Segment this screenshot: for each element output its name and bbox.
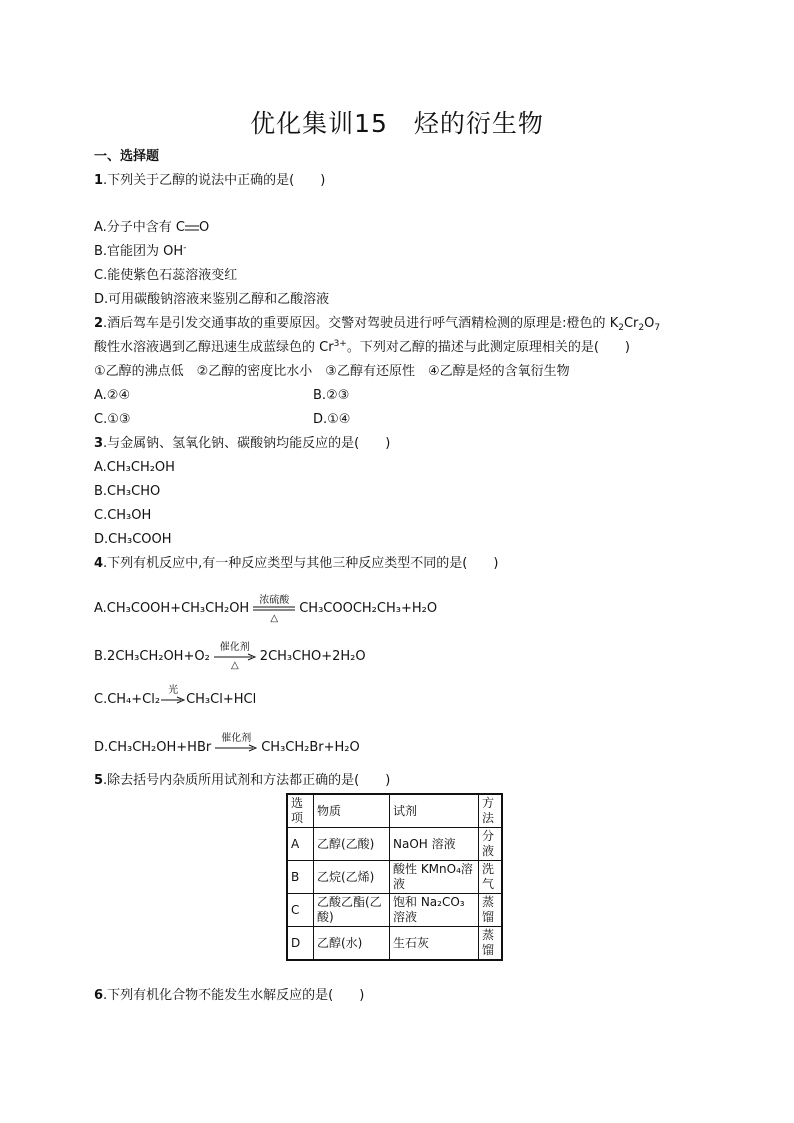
table-cell: D xyxy=(287,927,314,961)
table-cell: C xyxy=(287,894,314,927)
q2-option-d: D.①④ xyxy=(313,412,351,427)
q1-option-d: D.可用碳酸钠溶液来鉴别乙醇和乙酸溶液 xyxy=(94,292,330,307)
question-6-stem: 6.下列有机化合物不能发生水解反应的是( ) xyxy=(94,988,365,1003)
table-cell: 生石灰 xyxy=(390,927,479,961)
reaction-arrow-icon: 光 xyxy=(161,696,185,704)
q3-option-b: B.CH₃CHO xyxy=(94,484,161,499)
title-left: 优化集训15 xyxy=(250,109,388,138)
q2-options-cd xyxy=(94,411,351,429)
q3-option-a: A.CH₃CH₂OH xyxy=(94,460,175,475)
table-cell: 乙醇(乙酸) xyxy=(314,828,390,861)
q2-option-c: C.①③ xyxy=(94,412,131,427)
table-row xyxy=(287,828,502,861)
reaction-arrow-icon: 催化剂 △ xyxy=(214,653,256,661)
table-row xyxy=(287,927,502,961)
q3-option-c: C.CH₃OH xyxy=(94,508,152,523)
q2-option-b: B.②③ xyxy=(313,388,350,403)
table-cell: 乙烷(乙烯) xyxy=(314,861,390,894)
table-cell: 蒸馏 xyxy=(479,927,503,961)
title-right: 烃的衍生物 xyxy=(413,109,544,138)
page-title xyxy=(0,104,794,140)
table-header-cell: 选项 xyxy=(287,794,314,828)
table-header-cell: 物质 xyxy=(314,794,390,828)
reaction-equals-sign: 浓硫酸 △ xyxy=(259,594,290,624)
table-cell: 洗气 xyxy=(479,861,503,894)
table-header-cell: 方法 xyxy=(479,794,503,828)
table-cell: 乙酸乙酯(乙酸) xyxy=(314,894,390,927)
table-cell: A xyxy=(287,828,314,861)
table-row xyxy=(287,861,502,894)
question-3-stem: 3.与金属钠、氢氧化钠、碳酸钠均能反应的是( ) xyxy=(94,436,391,451)
q4-option-d: D.CH₃CH₂OH+HBr 催化剂 CH₃CH₂Br+H₂O xyxy=(94,732,360,755)
q4-option-a: A.CH₃COOH+CH₃CH₂OH 浓硫酸 △ CH₃COOCH₂CH₃+H₂O xyxy=(94,594,438,624)
double-bond-icon xyxy=(185,224,199,232)
table-cell: 饱和 Na₂CO₃溶液 xyxy=(390,894,479,927)
q3-option-d: D.CH₃COOH xyxy=(94,532,172,547)
table-row xyxy=(287,894,502,927)
q2-option-a: A.②④ xyxy=(94,388,131,403)
table-cell: 分液 xyxy=(479,828,503,861)
q4-option-b: B.2CH₃CH₂OH+O₂ 催化剂 △ 2CH₃CHO+2H₂O xyxy=(94,641,366,671)
q1-option-a: A.分子中含有 C O xyxy=(94,220,210,235)
table-header-row xyxy=(287,794,502,828)
section-heading: 一、选择题 xyxy=(94,149,160,164)
table-cell: 蒸馏 xyxy=(479,894,503,927)
q2-options-ab xyxy=(94,387,350,405)
question-2-stem-line1: 2.酒后驾车是引发交通事故的重要原因。交警对驾驶员进行呼气酒精检测的原理是:橙色的 $K_2Cr_2O_7$ xyxy=(94,316,661,333)
purification-table xyxy=(286,793,503,961)
table-cell: 酸性 KMnO₄溶液 xyxy=(390,861,479,894)
question-4-stem: 4.下列有机反应中,有一种反应类型与其他三种反应类型不同的是( ) xyxy=(94,556,499,571)
q1-option-b: B.官能团为 OH- xyxy=(94,243,187,259)
question-2-stem-line2: 酸性水溶液遇到乙醇迅速生成蓝绿色的 $Cr^{3+}$。下列对乙醇的描述与此测定原理相关的是( ) xyxy=(94,339,630,355)
question-5-stem: 5.除去括号内杂质所用试剂和方法都正确的是( ) xyxy=(94,773,391,788)
table-cell: 乙醇(水) xyxy=(314,927,390,961)
question-1-stem: 1.下列关于乙醇的说法中正确的是( ) xyxy=(94,173,326,188)
table-cell: NaOH 溶液 xyxy=(390,828,479,861)
q4-option-c: C.CH₄+Cl₂ 光 CH₃Cl+HCl xyxy=(94,684,257,707)
q2-statements: ①乙醇的沸点低 ②乙醇的密度比水小 ③乙醇有还原性 ④乙醇是烃的含氧衍生物 xyxy=(94,364,570,379)
table-cell: B xyxy=(287,861,314,894)
reaction-arrow-icon: 催化剂 xyxy=(215,744,257,752)
table-header-cell: 试剂 xyxy=(390,794,479,828)
q1-option-c: C.能使紫色石蕊溶液变红 xyxy=(94,268,238,283)
